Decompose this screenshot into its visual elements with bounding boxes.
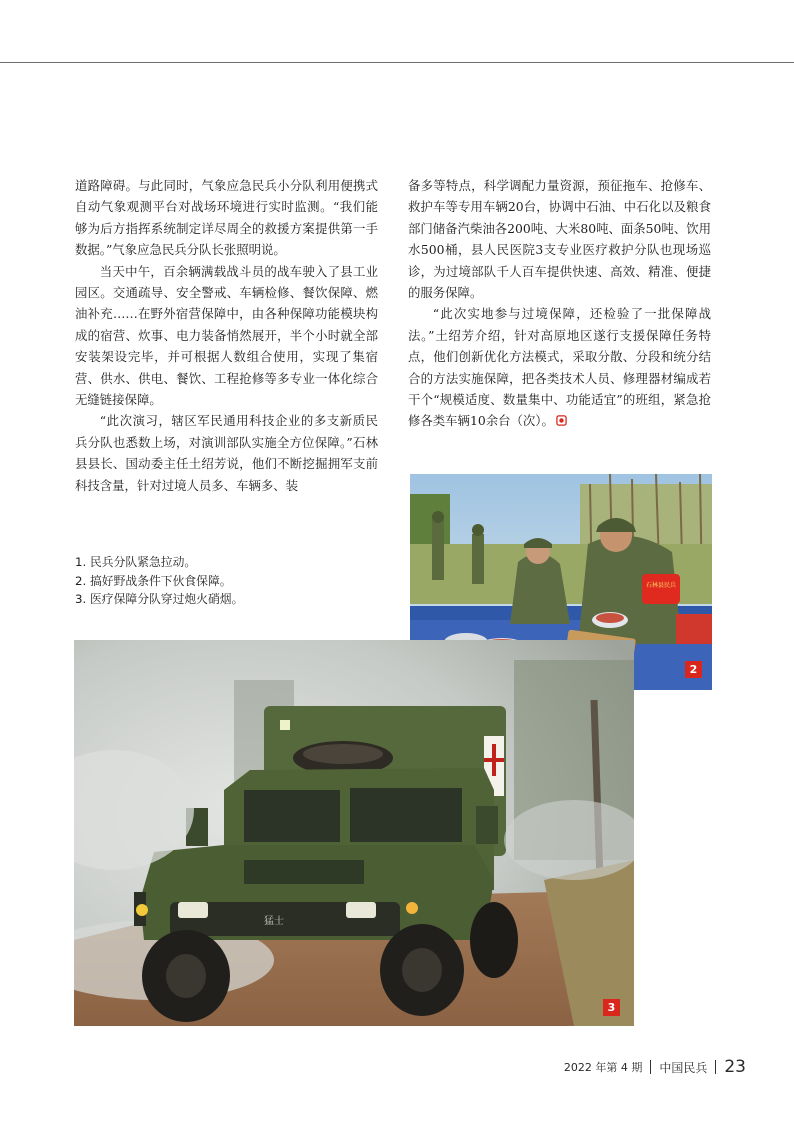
page-number: 23 [724,1057,746,1077]
paragraph: 备多等特点，科学调配力量资源，预征拖车、抢修车、救护车等专用车辆20台，协调中石油、中石化以及粮食部门储备汽柴油各200吨、大米80吨、面条50吨、饮用水500桶，县人民医院3支专业医疗救护分队也现场巡诊，为过境部队千人百车提供快速、高效、精准、便捷的服务保障。 [408,178,711,301]
photo-number-3: 3 [603,999,620,1016]
caption-1: 1. 民兵分队紧急拉动。 [75,555,197,569]
paragraph: 当天中午，百余辆满载战斗员的战车驶入了县工业园区。交通疏导、安全警戒、车辆检修、餐饮保障、燃油补充……在野外宿营保障中，由各种保障功能模块构成的宿营、炊事、电力装备悄然展开，半个小时就全部安装架设完毕，并可根据人数组合使用，实现了集宿营、供水、供电、餐饮、工程抢修等多专业一体化综合无缝链接保障。 [75,263,378,408]
footer-divider [650,1060,651,1074]
photo-captions [75,553,375,609]
paragraph: “此次演习，辖区军民通用科技企业的多支新质民兵分队也悉数上场，对演训部队实施全方位保障。”石林县县长、国动委主任土绍芳说，他们不断挖掘拥军支前科技含量，针对过境人员多、车辆多、装 [75,413,378,493]
armband-text: 石林县民兵 [645,582,677,589]
article-column-left [75,175,378,496]
photo-number-2: 2 [685,661,702,678]
paragraph [408,303,711,431]
paragraph-text: “此次实地参与过境保障，还检验了一批保障战法。”土绍芳介绍，针对高原地区遂行支援保障任务特点，他们创新优化方法模式，采取分散、分段和统分结合的方法实施保障，把各类技术人员、修理器材编成若干个“规模适度、数量集中、功能适宜”的班组，紧急抢修各类车辆10余台（次）。 [408,306,711,429]
article-end-icon [556,415,567,426]
caption-3: 3. 医疗保障分队穿过炮火硝烟。 [75,592,244,606]
caption-2: 2. 搞好野战条件下伙食保障。 [75,573,232,588]
magazine-name: 中国民兵 [659,1060,708,1075]
paragraph: 道路障碍。与此同时，气象应急民兵小分队利用便携式自动气象观测平台对战场环境进行实时监测。“我们能够为后方指挥系统制定详尽周全的救援方案提供第一手数据。”气象应急民兵分队长张照明说。 [75,178,378,258]
vehicle-plate-text: 猛士 [264,916,284,927]
armband-icon [642,574,680,604]
issue-label: 2022 年第 4 期 [563,1061,643,1074]
photo-ambulance-smoke [74,640,634,1026]
article-column-right [408,175,711,432]
header-rule [0,62,794,63]
page-footer [564,1056,746,1078]
footer-divider [715,1060,716,1074]
ambulance-illustration [74,640,634,1026]
